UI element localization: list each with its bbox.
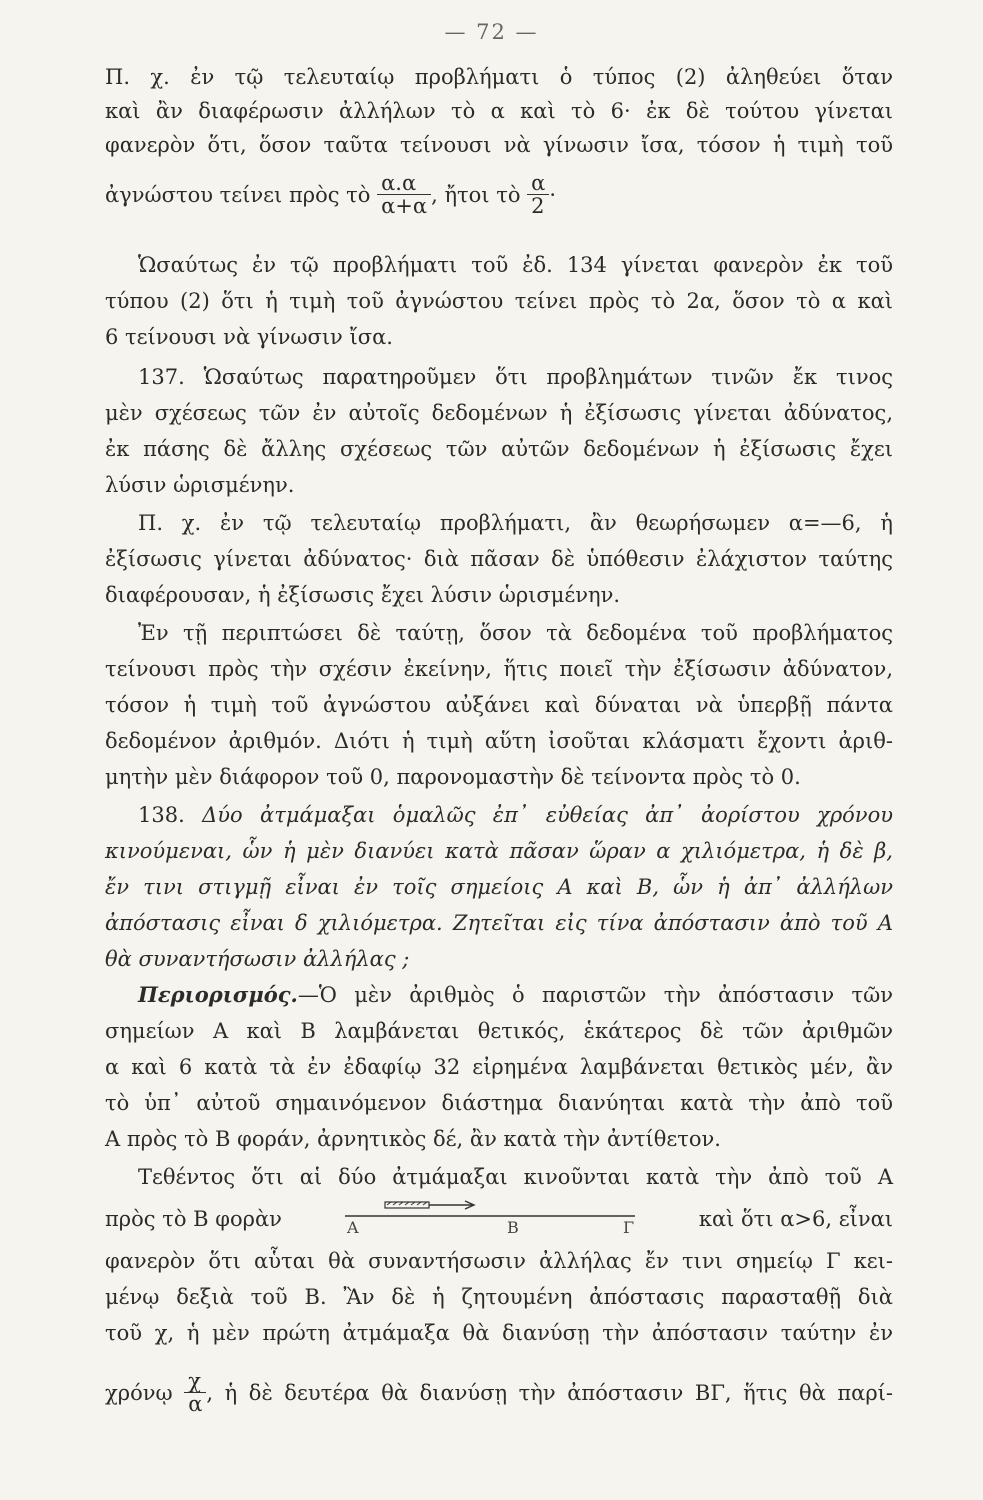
text-line: ἐξίσωσις γίνεται ἀδύνατος· διὰ πᾶσαν δὲ ὑπόθεσιν ἐλάχιστον ταύτης xyxy=(105,547,893,571)
fraction-denominator: 2 xyxy=(527,194,549,217)
point-label-c: Γ xyxy=(623,1218,635,1237)
text-span: ἀγνώστου τείνει πρὸς τὸ xyxy=(105,183,371,207)
text-line: Π. χ. ἐν τῷ τελευταίῳ προβλήματι, ἂν θεωρήσωμεν α=—6, ἡ xyxy=(138,511,893,535)
text-line: θὰ συναντήσωσιν ἀλλήλας ; xyxy=(105,947,410,971)
text-span: , ἡ δὲ δευτέρα θὰ διανύσῃ τὴν ἀπόστασιν ΒΓ, ἥτις θὰ παρί- xyxy=(206,1381,894,1405)
fraction-denominator: α xyxy=(184,1392,206,1415)
text-line: μένῳ δεξιὰ τοῦ Β. Ἂν δὲ ἡ ζητουμένη ἀπόστασις παρασταθῇ διὰ xyxy=(105,1285,893,1309)
fraction-numerator: α.α xyxy=(381,171,417,195)
formula-line xyxy=(105,1369,894,1417)
text-line: Α πρὸς τὸ Β φοράν, ἀρνητικὸς δέ, ἂν κατὰ τὴν ἀντίθετον. xyxy=(105,1127,721,1151)
text-line: Τεθέντος ὅτι αἱ δύο ἀτμάμαξαι κινοῦνται κατὰ τὴν ἀπὸ τοῦ Α xyxy=(138,1165,893,1189)
text-span: χρόνῳ xyxy=(105,1381,173,1405)
fraction-numerator: α xyxy=(531,171,546,195)
fraction-denominator: α+α xyxy=(377,194,431,217)
text-line: σημείων Α καὶ Β λαμβάνεται θετικός, ἑκάτερος δὲ τῶν ἀριθμῶν xyxy=(105,1019,893,1043)
text-line: Π. χ. ἐν τῷ τελευταίῳ προβλήματι ὁ τύπος (2) ἀληθεύει ὅταν xyxy=(105,65,893,89)
text-line: καὶ ἂν διαφέρωσιν ἀλλήλων τὸ α καὶ τὸ 6· ἐκ δὲ τούτου γίνεται xyxy=(105,99,893,123)
text-line: λύσιν ὡρισμένην. xyxy=(105,473,295,497)
fraction xyxy=(377,172,431,217)
text-line: φανερὸν ὅτι, ὅσον ταῦτα τείνουσι νὰ γίνωσιν ἴσα, τόσον ἡ τιμὴ τοῦ xyxy=(105,133,893,157)
motion-diagram xyxy=(345,1196,645,1237)
text-line: κινούμεναι, ὧν ἡ μὲν διανύει κατὰ πᾶσαν ὥραν α χιλιόμετρα, ἡ δὲ β, xyxy=(105,839,893,863)
page-number: — 72 — xyxy=(444,20,539,44)
problem-number: 138. xyxy=(138,803,185,827)
fraction-numerator: χ xyxy=(188,1369,201,1393)
problem-line xyxy=(138,800,893,830)
text-line: μητὴν μὲν διάφορον τοῦ 0, παρονομαστὴν δὲ τείνοντα πρὸς τὸ 0. xyxy=(105,765,801,789)
text-line: ἀπόστασις εἶναι δ χιλιόμετρα. Ζητεῖται εἰς τίνα ἀπόστασιν ἀπὸ τοῦ Α xyxy=(105,911,893,935)
formula-line xyxy=(105,171,893,219)
text-line: τόσον ἡ τιμὴ τοῦ ἀγνώστου αὐξάνει καὶ δύναται νὰ ὑπερβῇ πάντα xyxy=(105,693,893,717)
text-span: —Ὁ μὲν ἀριθμὸς ὁ παριστῶν τὴν ἀπόστασιν τῶν xyxy=(297,983,893,1007)
text-line: 137. Ὡσαύτως παρατηροῦμεν ὅτι προβλημάτων τινῶν ἔκ τινος xyxy=(138,365,893,389)
text-line: διαφέρουσαν, ἡ ἐξίσωσις ἔχει λύσιν ὡρισμένην. xyxy=(105,583,621,607)
text-line: ἐκ πάσης δὲ ἄλλης σχέσεως τῶν αὐτῶν δεδομένων ἡ ἐξίσωσις ἔχει xyxy=(105,437,893,461)
text-span: καὶ ὅτι α>6, εἶναι xyxy=(698,1207,893,1231)
text-span: πρὸς τὸ Β φορὰν xyxy=(105,1207,282,1231)
train-arrow-icon xyxy=(385,1201,474,1209)
text-line: τείνουσι πρὸς τὴν σχέσιν ἐκείνην, ἥτις ποιεῖ τὴν ἐξίσωσιν ἀδύνατον, xyxy=(105,657,893,681)
point-label-b: Β xyxy=(507,1218,519,1237)
text-line: τύπου (2) ὅτι ἡ τιμὴ τοῦ ἀγνώστου τείνει πρὸς τὸ 2α, ὅσον τὸ α καὶ xyxy=(105,289,893,313)
text-line: δεδομένον ἀριθμόν. Διότι ἡ τιμὴ αὕτη ἰσοῦται κλάσματι ἔχοντι ἀριθ- xyxy=(105,729,893,753)
text-span: Δύο ἀτμάμαξαι ὁμαλῶς ἐπ᾽ εὐθείας ἀπ᾽ ἀορίστου χρόνου xyxy=(202,803,893,827)
point-label-a: Α xyxy=(347,1218,359,1237)
text-span: · xyxy=(549,183,557,207)
text-line xyxy=(138,980,893,1010)
section-heading: Περιορισμός. xyxy=(138,982,298,1007)
text-span: , ἤτοι τὸ xyxy=(431,183,521,207)
text-line: φανερὸν ὅτι αὗται θὰ συναντήσωσιν ἀλλήλας ἔν τινι σημείῳ Γ κει- xyxy=(105,1249,893,1273)
text-line: τὸ ὑπ᾽ αὐτοῦ σημαινόμενον διάστημα διανύηται κατὰ τὴν ἀπὸ τοῦ xyxy=(105,1091,893,1115)
diagram-graphic xyxy=(345,1196,645,1232)
fraction xyxy=(184,1370,206,1415)
fraction xyxy=(527,172,549,217)
text-line: τοῦ χ, ἡ μὲν πρώτη ἀτμάμαξα θὰ διανύσῃ τὴν ἀπόστασιν ταύτην ἐν xyxy=(105,1321,893,1345)
text-line: α καὶ 6 κατὰ τὰ ἐν ἐδαφίῳ 32 εἰρημένα λαμβάνεται θετικὸς μέν, ἂν xyxy=(105,1055,893,1079)
text-line: Ἐν τῇ περιπτώσει δὲ ταύτῃ, ὅσον τὰ δεδομένα τοῦ προβλήματος xyxy=(138,621,893,645)
text-line: μὲν σχέσεως τῶν ἐν αὐτοῖς δεδομένων ἡ ἐξίσωσις γίνεται ἀδύνατος, xyxy=(105,401,893,425)
text-line: 6 τείνουσι νὰ γίνωσιν ἴσα. xyxy=(105,325,393,349)
text-line: ἔν τινι στιγμῇ εἶναι ἐν τοῖς σημείοις Α καὶ Β, ὧν ἡ ἀπ᾽ ἀλλήλων xyxy=(105,875,893,899)
text-line: Ὡσαύτως ἐν τῷ προβλήματι τοῦ ἐδ. 134 γίνεται φανερὸν ἐκ τοῦ xyxy=(138,253,893,277)
